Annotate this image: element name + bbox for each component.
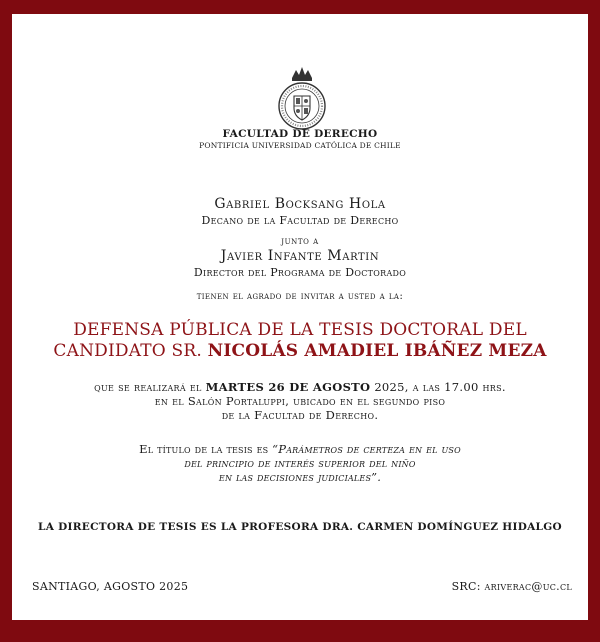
host-name: Gabriel Bocksang Hola bbox=[214, 196, 386, 212]
thesis-line3 bbox=[12, 470, 588, 484]
details-line1 bbox=[12, 380, 588, 394]
cohost-role: Director del Programa de Doctorado bbox=[193, 266, 407, 279]
cohost-name: Javier Infante Martin bbox=[220, 248, 380, 264]
university-name: PONTIFICIA UNIVERSIDAD CATÓLICA DE CHILE bbox=[199, 141, 401, 150]
thesis-prefix: El título de la tesis es bbox=[139, 442, 273, 456]
event-title-line2 bbox=[12, 341, 588, 362]
invitation-text: tienen el agrado de invitar a usted a la: bbox=[196, 290, 404, 302]
event-date: MARTES 26 DE AGOSTO bbox=[205, 380, 371, 394]
details-line2: en el Salón Portaluppi, ubicado en el segundo piso bbox=[154, 394, 446, 408]
faculty-name: FACULTAD DE DERECHO bbox=[222, 128, 378, 140]
candidate-prefix: CANDIDATO SR. bbox=[53, 341, 208, 361]
details-prefix: que se realizará el bbox=[94, 380, 206, 394]
thesis-line2 bbox=[12, 456, 588, 470]
connector-text: junto a bbox=[281, 236, 319, 247]
thesis-title-part1: “Parámetros de certeza en el uso bbox=[272, 442, 461, 456]
details-line3: de la Facultad de Derecho. bbox=[221, 408, 379, 422]
university-seal-icon bbox=[277, 64, 327, 136]
rsvp-contact[interactable]: SRC: ariverac@uc.cl bbox=[451, 580, 572, 593]
place-date: SANTIAGO, AGOSTO 2025 bbox=[32, 580, 189, 593]
candidate-name: NICOLÁS AMADIEL IBÁÑEZ MEZA bbox=[207, 341, 547, 361]
event-time: 2025, a las 17.00 hrs. bbox=[370, 380, 506, 394]
thesis-title-part2: del principio de interés superior del niño bbox=[184, 456, 416, 470]
event-details bbox=[12, 380, 588, 422]
invitation-card bbox=[12, 14, 588, 620]
event-title bbox=[12, 320, 588, 362]
thesis-title-block bbox=[12, 442, 588, 484]
thesis-title-part3: en las decisiones judiciales”. bbox=[218, 470, 382, 484]
thesis-line1 bbox=[12, 442, 588, 456]
host-role: Decano de la Facultad de Derecho bbox=[201, 214, 399, 227]
thesis-director: LA DIRECTORA DE TESIS ES LA PROFESORA DRA. CARMEN DOMÍNGUEZ HIDALGO bbox=[38, 521, 562, 533]
event-title-line1: DEFENSA PÚBLICA DE LA TESIS DOCTORAL DEL bbox=[73, 320, 527, 340]
